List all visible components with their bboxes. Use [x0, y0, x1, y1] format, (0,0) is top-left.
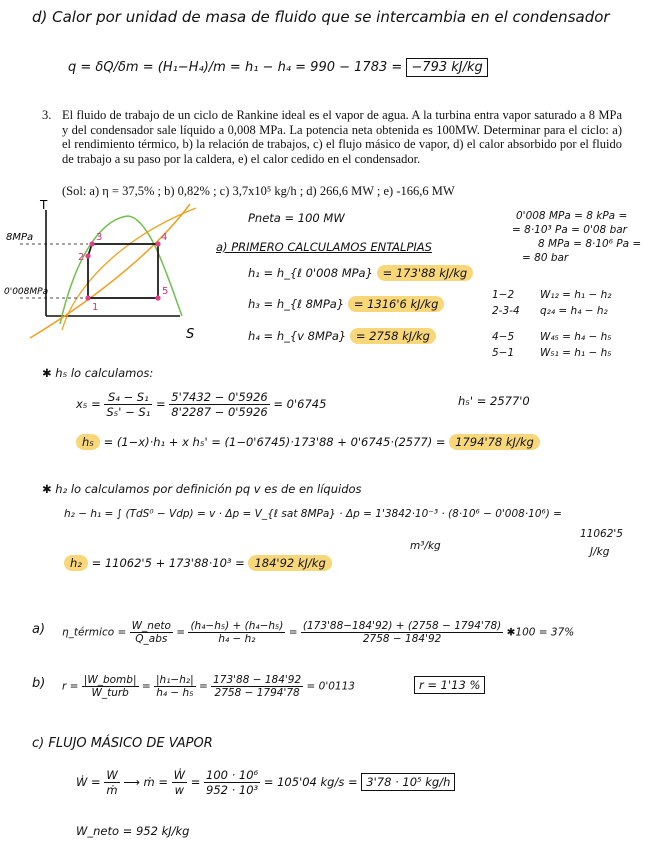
mass-flow-fraction-1	[104, 768, 119, 797]
point-4-marker	[155, 241, 160, 246]
part-b-label: b)	[32, 676, 46, 691]
h2-delta-result: 11062'5	[580, 528, 623, 540]
mass-flow-den-3: 952 · 10³	[206, 783, 259, 797]
enthalpy-row-h1	[248, 266, 473, 280]
quality-numeric-fraction	[169, 390, 269, 419]
mass-flow-fraction-2	[172, 768, 187, 797]
efficiency-den-1: Q_abs	[135, 633, 168, 645]
quality-equation: x₅ = $\frac{\text{S₄ − S₁}}{\text{S₅' − S₁}}$ = $\frac{5'7432 - 0'5926}{8'2287 - 0'5926}$ = 0'6745	[76, 390, 327, 419]
point-4-label: 4	[161, 232, 168, 243]
isobar-high	[62, 208, 196, 330]
h5-lhs: h₅	[76, 434, 100, 450]
mass-flow-arrow: ⟶	[123, 775, 140, 789]
enthalpy-h4-value: = 2758 kJ/kg	[350, 328, 436, 344]
process-1-2-label: 1−2	[492, 289, 515, 301]
p-high-label: 8MPa	[6, 232, 34, 243]
work-ratio-boxed-value: r = 1'13 %	[414, 676, 485, 694]
work-ratio-symbol: r =	[62, 680, 79, 693]
point-2-marker	[85, 253, 90, 258]
part-d-result-box: −793 kJ/kg	[406, 58, 487, 77]
work-ratio-fraction-1	[82, 674, 139, 699]
efficiency-num-2: (h₄−h₅) + (h₄−h₅)	[190, 620, 284, 632]
part-c-title: c) FLUJO MÁSICO DE VAPOR	[32, 736, 213, 751]
process-4-5-equation: W₄₅ = h₄ − h₅	[540, 331, 612, 343]
work-ratio-num-3: 173'88 − 184'92	[213, 674, 302, 686]
mass-flow-power-symbol: Ẇ =	[76, 775, 101, 789]
h5-intro: ✱ h₅ lo calculamos:	[42, 366, 154, 380]
point-3-label: 3	[96, 232, 103, 243]
efficiency-fraction-3	[301, 620, 503, 645]
mass-flow-result: = 105'04 kg/s =	[263, 775, 358, 789]
work-ratio-equation: r = $\frac{\text{|W\_bomb|}}{\text{W\_turb}}$ = $\frac{\text{|h₁−h₂|}}{\text{h₄ − h₅}}$ = $\frac{173'88 - 184'92}{2758 - 1794'78}$ = 0'0113	[62, 674, 355, 699]
mass-flow-boxed: 3'78 · 10⁵ kg/h	[361, 773, 455, 791]
h2-value: 184'92 kJ/kg	[248, 555, 331, 571]
specific-volume-units: m³/kg	[410, 540, 441, 552]
part-d-equation-lhs: q = δQ/δm = (H₁−H₄)/m = h₁ − h₄ = 990 − 1783 =	[68, 60, 403, 75]
point-3-marker	[89, 241, 94, 246]
point-5-label: 5	[162, 286, 169, 297]
efficiency-symbol: η_térmico	[62, 626, 115, 639]
quality-result: = 0'6745	[273, 397, 327, 411]
h2-final-equation	[64, 556, 332, 570]
process-5-1-equation: W₅₁ = h₁ − h₅	[540, 347, 612, 359]
h5-prime-value: h₅' = 2577'0	[458, 394, 530, 408]
enthalpy-h1-lhs: h₁ = h_{ℓ 0'008 MPa}	[248, 266, 373, 280]
work-ratio-result: = 0'0113	[306, 680, 355, 693]
mass-flow-symbol: ṁ =	[143, 775, 169, 789]
part-d-heat-equation	[68, 60, 488, 75]
pressure-conversion-1: 0'008 MPa = 8 kPa =	[516, 210, 628, 222]
h5-value: 1794'78 kJ/kg	[449, 434, 540, 450]
part-d-title: d) Calor por unidad de masa de fluido que se intercambia en el condensador	[32, 8, 610, 26]
work-ratio-den-2: h₄ − h₅	[156, 687, 194, 699]
h5-equation	[76, 435, 540, 449]
h2-lhs: h₂	[64, 555, 88, 571]
t-axis-label: T	[40, 198, 48, 212]
h5-expression: = (1−x)·h₁ + x h₅' = (1−0'6745)·173'88 + 0'6745·(2577) =	[103, 435, 446, 449]
point-5-marker	[155, 295, 160, 300]
process-4-5-label: 4−5	[492, 331, 515, 343]
efficiency-equation: η_térmico = $\frac{\text{W\_neto}}{\text{Q\_abs}}$ = $\frac{\text{(h₄−h₅) + (h₄−h₅)}}{\text{h₄ − h₂}}$ = $\frac{(173'88-184'92) + (2758 - 1794'78)}{2758 - 184'92}$ ✱100 = 37%	[62, 620, 575, 645]
efficiency-den-2: h₄ − h₂	[218, 633, 256, 645]
enthalpy-h1-value: = 173'88 kJ/kg	[377, 265, 474, 281]
pressure-conversion-4: = 80 bar	[522, 252, 569, 264]
h2-delta-unit: J/kg	[590, 546, 610, 558]
net-work: W_neto = 952 kJ/kg	[76, 824, 190, 838]
efficiency-fraction-1	[130, 620, 173, 645]
enthalpy-h3-value: = 1316'6 kJ/kg	[348, 296, 445, 312]
point-1-label: 1	[92, 302, 99, 313]
mass-flow-fraction-3	[204, 768, 260, 797]
process-2-4-equation: q₂₄ = h₄ − h₂	[540, 305, 608, 317]
p-low-label: 0'008MPa	[4, 287, 49, 297]
mass-flow-num-2: Ẇ	[173, 768, 186, 782]
mass-flow-den-2: w	[174, 783, 185, 797]
problem-statement: El fluido de trabajo de un ciclo de Rankine ideal es el vapor de agua. A la turbina entra vapor saturado a 8 MPa y del condensador sale líquido a 0,008 MPa. La potencia neta obtenida es 100MW. Determinar para el ciclo: a) el rendimiento térmico, b) la relación de trabajos, c) el flujo másico de vapor, d) el calor absorbido por el fluido de trabajo a su paso por la caldera, e) el calor cedido en el condensador.	[62, 108, 622, 166]
h2-intro: ✱ h₂ lo calculamos por definición pq v es de en líquidos	[42, 482, 362, 496]
efficiency-den-3: 2758 − 184'92	[362, 633, 442, 645]
enthalpy-row-h4	[248, 329, 436, 343]
work-ratio-fraction-2	[154, 674, 196, 699]
h2-expression: = 11062'5 + 173'88·10³ =	[91, 556, 245, 570]
work-ratio-fraction-3	[211, 674, 303, 699]
work-ratio-boxed	[414, 678, 485, 692]
work-ratio-den-1: W_turb	[91, 687, 129, 699]
enthalpy-h4-lhs: h₄ = h_{v 8MPa}	[248, 329, 347, 343]
part-a-heading: a) PRIMERO CALCULAMOS ENTALPIAS	[216, 240, 432, 254]
mass-flow-num-1: W	[106, 768, 118, 782]
s-axis-label: S	[186, 327, 195, 340]
quality-den-symbolic: S₅' − S₁	[106, 405, 151, 419]
h2-integral-equation: h₂ − h₁ = ∫ (TdS⁰ − Vdp) = v · Δp = V_{ℓ sat 8MPa} · Δp = 1'3842·10⁻³ · (8·10⁶ − 0'008·10⁶) =	[64, 508, 562, 520]
pressure-conversion-2: = 8·10³ Pa = 0'08 bar	[512, 224, 627, 236]
quality-num-symbolic: S₄ − S₁	[104, 390, 152, 405]
part-a-label: a)	[32, 622, 46, 637]
work-ratio-num-2: |h₁−h₂|	[156, 674, 194, 686]
efficiency-num-3: (173'88−184'92) + (2758 − 1794'78)	[302, 620, 502, 632]
point-1-marker	[85, 295, 90, 300]
efficiency-num-1: W_neto	[131, 620, 171, 632]
work-ratio-den-3: 2758 − 1794'78	[214, 687, 300, 699]
work-ratio-num-1: |W_bomb|	[83, 674, 137, 686]
efficiency-fraction-2	[188, 620, 285, 645]
quality-lhs: x₅ =	[76, 397, 101, 411]
problem-number: 3.	[42, 108, 52, 122]
ts-diagram	[0, 198, 200, 340]
process-2-4-label: 2-3-4	[492, 305, 520, 317]
quality-symbolic-fraction	[104, 390, 152, 419]
net-power: Pneta = 100 MW	[248, 211, 345, 225]
point-2-label: 2	[78, 252, 85, 263]
efficiency-result: ✱100 = 37%	[506, 626, 575, 639]
problem-solution: (Sol: a) η = 37,5% ; b) 0,82% ; c) 3,7x10⁵ kg/h ; d) 266,6 MW ; e) -166,6 MW	[62, 184, 455, 198]
mass-flow-num-3: 100 · 10⁶	[206, 768, 259, 782]
enthalpy-row-h3	[248, 297, 444, 311]
quality-den-numeric: 8'2287 − 0'5926	[171, 405, 268, 419]
quality-num-numeric: 5'7432 − 0'5926	[171, 390, 268, 404]
pressure-conversion-3: 8 MPa = 8·10⁶ Pa =	[538, 238, 642, 250]
mass-flow-den-1: ṁ	[106, 783, 118, 797]
enthalpy-h3-lhs: h₃ = h_{ℓ 8MPa}	[248, 297, 345, 311]
process-5-1-label: 5−1	[492, 347, 515, 359]
process-1-2-equation: W₁₂ = h₁ − h₂	[540, 289, 612, 301]
mass-flow-equation: Ẇ = $\frac{W}{\text{ṁ}}$ ⟶ ṁ = $\frac{\text{Ẇ}}{w}$ = $\frac{\text{100 · 10⁶}}{\text{952 · 10³}}$ = 105'04 kg/s = 3'78 · 10⁵ kg/h	[76, 768, 455, 797]
